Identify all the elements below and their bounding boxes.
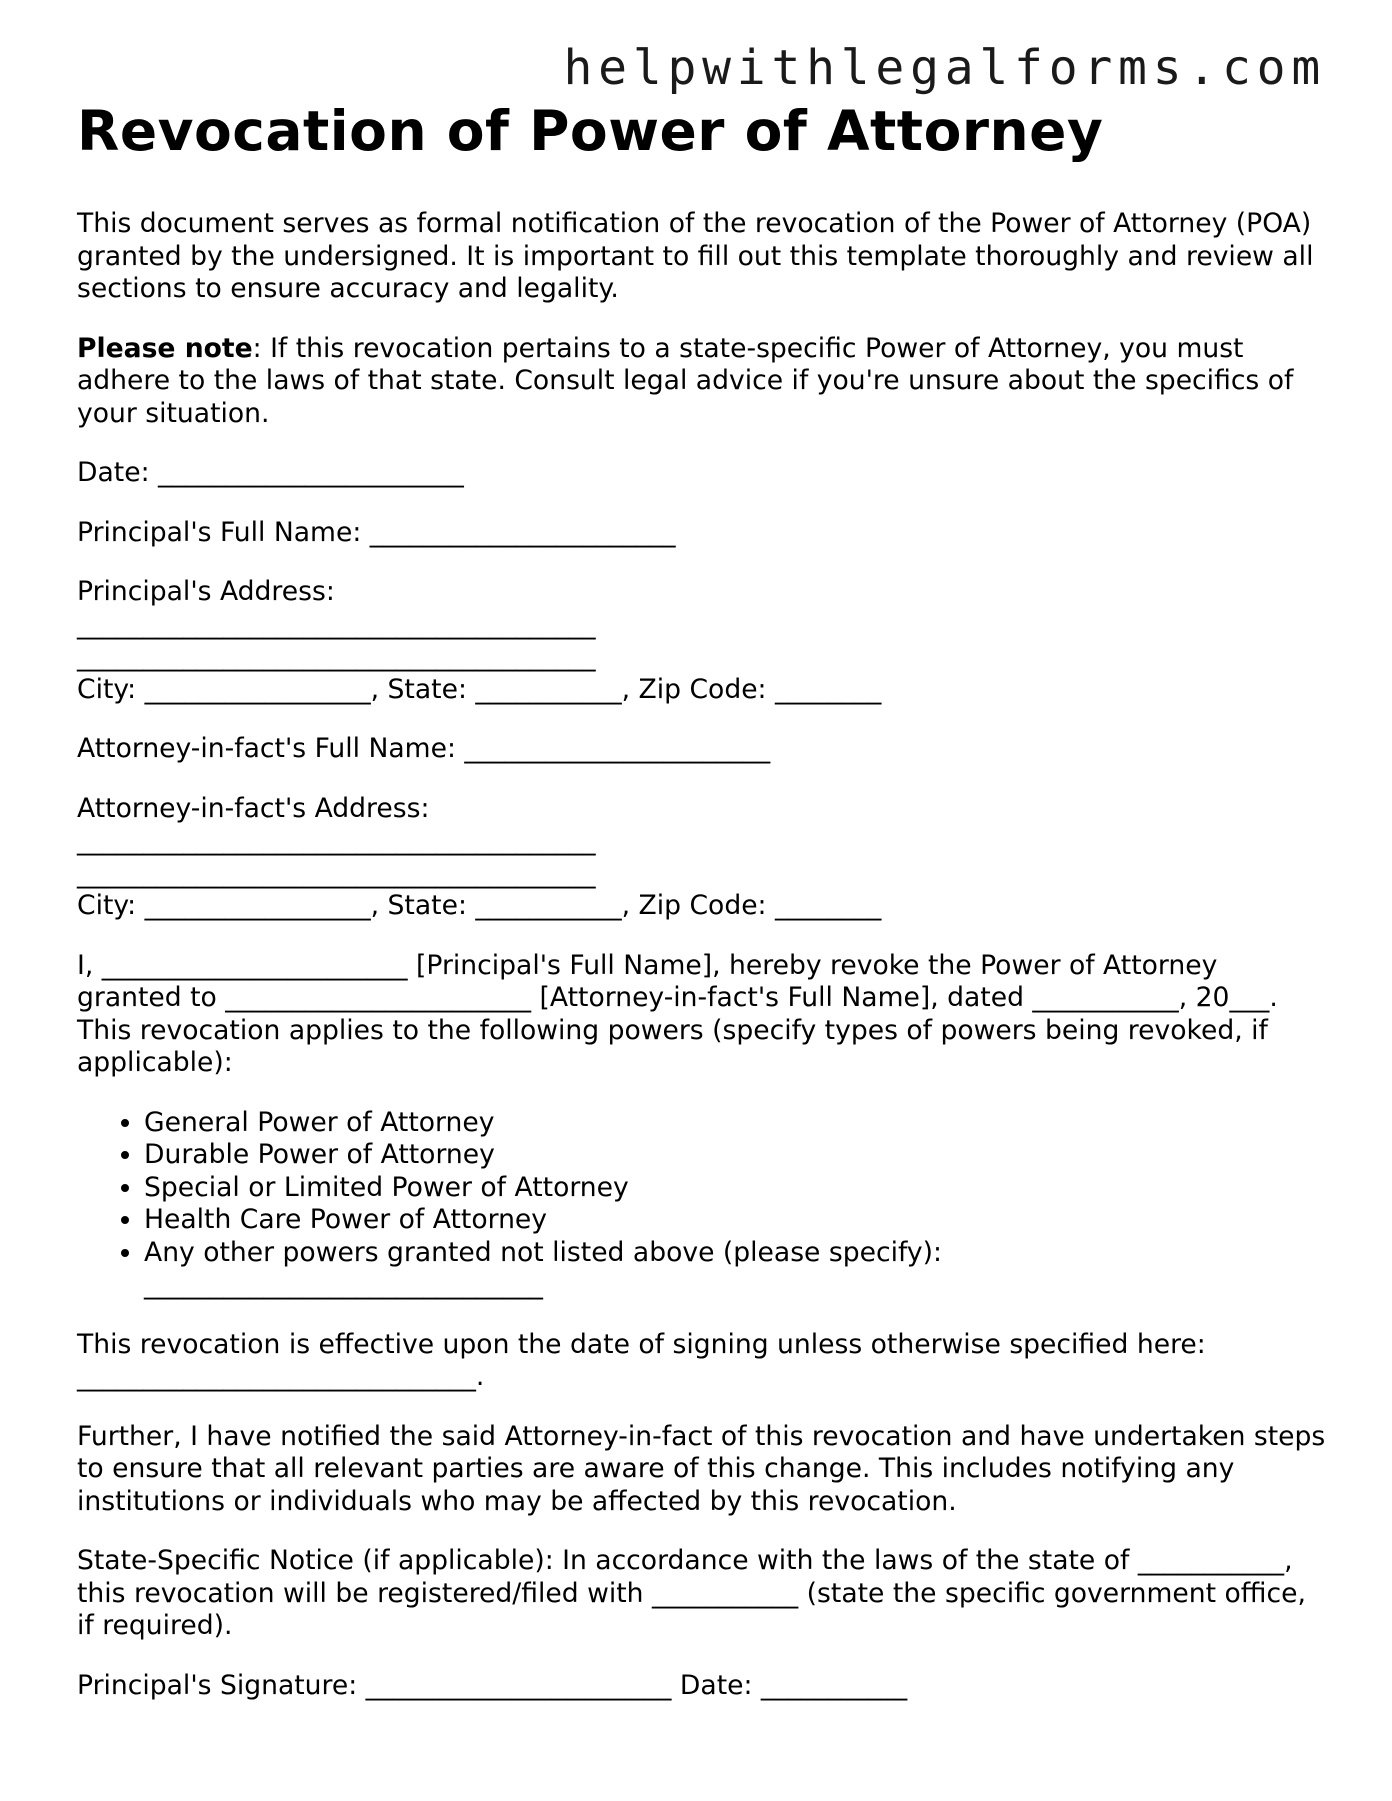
notification-paragraph: Further, I have notified the said Attorney-in-fact of this revocation and have undertaken steps to ensure that all relevant parties are aware of this change. This includes notifying any institutions or individuals who may be affected by this revocation. xyxy=(77,1420,1334,1517)
date-field-line: Date: _______________________ xyxy=(77,457,464,488)
principal-address-line-2: _______________________________________ xyxy=(77,641,596,672)
effective-date-paragraph: This revocation is effective upon the date of signing unless otherwise specified here: ______________________________. xyxy=(77,1328,1215,1392)
attorney-city-state-zip: City: _________________, State: ___________, Zip Code: ________ xyxy=(77,890,882,921)
principal-address-label: Principal's Address: xyxy=(77,576,335,607)
powers-list xyxy=(77,1107,1327,1302)
attorney-address-block xyxy=(77,793,1327,923)
state-specific-notice: State-Specific Notice (if applicable): In accordance with the laws of the state of ___________, this revocation will be registered/filed with ___________ (state the specific government office, if required). xyxy=(77,1545,1315,1641)
revocation-statement: I, _______________________ [Principal's Full Name], hereby revoke the Power of Attorney granted to _______________________ [Attorney-in-fact's Full Name], dated ___________, 20___. This revocation applies to the following powers (specify types of powers being revoked, if applicable): xyxy=(77,949,1287,1078)
site-watermark: helpwithlegalforms.com xyxy=(563,40,1326,96)
intro-paragraph: This document serves as formal notification of the revocation of the Power of Attorney (POA) granted by the undersigned. It is important to fill out this template thoroughly and review all sections to ensure accuracy and legality. xyxy=(77,208,1322,304)
note-label: Please note xyxy=(77,332,253,364)
power-item-general: • General Power of Attorney xyxy=(144,1107,1327,1140)
power-item-other: • Any other powers granted not listed above (please specify): ______________________________ xyxy=(144,1237,1327,1302)
attorney-address-line-1: _______________________________________ xyxy=(77,825,596,856)
power-item-special-limited: • Special or Limited Power of Attorney xyxy=(144,1172,1327,1205)
attorney-name-field-line: Attorney-in-fact's Full Name: _______________________ xyxy=(77,733,771,764)
power-item-health-care: • Health Care Power of Attorney xyxy=(144,1204,1327,1237)
signature-line: Principal's Signature: _______________________ Date: ___________ xyxy=(77,1669,908,1701)
principal-name-field-line: Principal's Full Name: _______________________ xyxy=(77,516,676,548)
principal-address-line-1: _______________________________________ xyxy=(77,608,596,640)
principal-address-block xyxy=(77,576,1327,706)
power-item-durable: • Durable Power of Attorney xyxy=(144,1139,1327,1172)
principal-city-state-zip: City: _________________, State: ___________, Zip Code: ________ xyxy=(77,673,882,705)
attorney-address-label: Attorney-in-fact's Address: xyxy=(77,792,430,824)
document-body xyxy=(77,98,1334,1729)
attorney-address-line-2: _______________________________________ xyxy=(77,857,596,889)
note-paragraph xyxy=(77,333,1327,431)
note-text: : If this revocation pertains to a state-specific Power of Attorney, you must adhere to the laws of that state. Consult legal advice if you're unsure about the specifics of your situation. xyxy=(77,332,1302,429)
document-title: Revocation of Power of Attorney xyxy=(77,99,1104,163)
